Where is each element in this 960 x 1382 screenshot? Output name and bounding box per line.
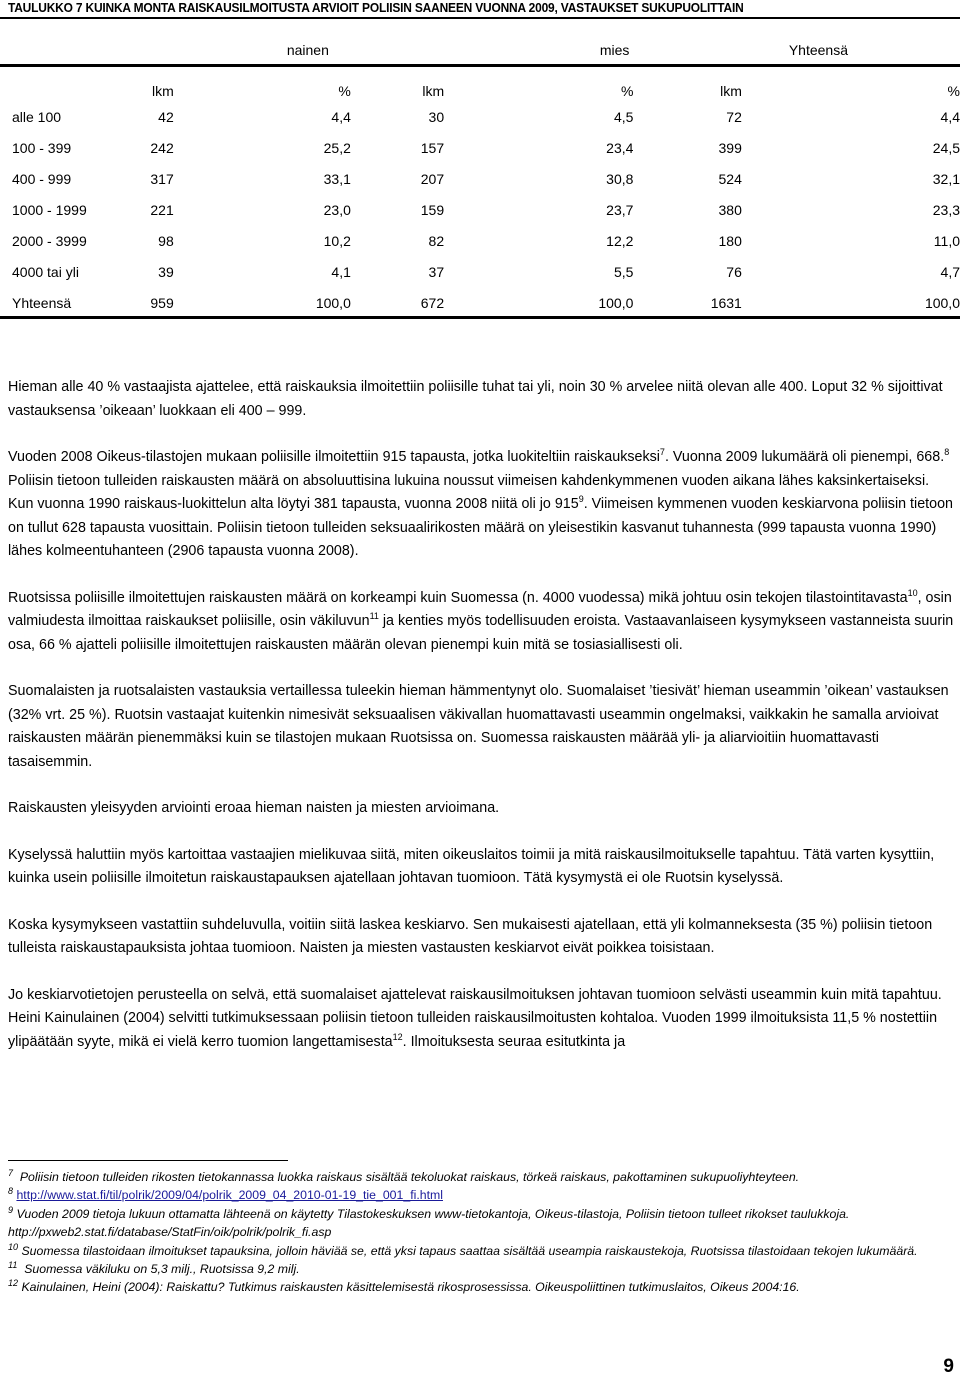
- paragraph: Hieman alle 40 % vastaajista ajattelee, että raiskauksia ilmoitettiin poliisille tuhat tai yli, noin 30 % arvelee niitä olevan alle 400. Loput 32 % sijoittivat vastauksensa ’oikeaan’ luokkaan eli 400 – 999.: [8, 379, 943, 419]
- table-cell: 959: [150, 294, 174, 311]
- table-cell: 5,5: [613, 263, 634, 280]
- table-row: [0, 101, 960, 132]
- table-cell: 82: [428, 232, 445, 249]
- title-rule: [0, 17, 960, 19]
- footnote-rule: [8, 1160, 288, 1161]
- table-cell: 37: [428, 263, 445, 280]
- table-cell: 23,0: [323, 201, 351, 218]
- group-header: nainen: [286, 41, 329, 58]
- table-cell: 32,1: [932, 170, 960, 187]
- table-cell: 76: [726, 263, 742, 280]
- table-cell: 42: [158, 108, 174, 125]
- table-cell: 157: [420, 139, 445, 156]
- table-cell: 100,0: [315, 294, 351, 311]
- table-cell: 180: [718, 232, 742, 249]
- footnotes: [8, 1168, 948, 1297]
- footnote-ref[interactable]: 11: [369, 611, 379, 622]
- table-cell: 399: [718, 139, 742, 156]
- table-cell: 12,2: [606, 232, 634, 249]
- table-row: [0, 256, 960, 287]
- table-cell: 159: [420, 201, 445, 218]
- paragraph: Raiskausten yleisyyden arviointi eroaa hieman naisten ja miesten arvioimana.: [8, 800, 500, 816]
- table-cell: 317: [150, 170, 174, 187]
- table-cell: 207: [420, 170, 445, 187]
- column-header: %: [947, 83, 960, 99]
- group-header: mies: [599, 41, 630, 58]
- row-label: 1000 - 1999: [12, 201, 87, 218]
- group-header: Yhteensä: [788, 41, 848, 58]
- table-title: TAULUKKO 7 KUINKA MONTA RAISKAUSILMOITUSTA ARVIOIT POLIISIN SAANEEN VUONNA 2009, VASTAUKSET SUKUPUOLITTAIN: [8, 0, 744, 15]
- footnote-ref[interactable]: 7: [659, 447, 665, 458]
- paragraph: Kyselyssä haluttiin myös kartoittaa vastaajien mielikuvaa siitä, miten oikeuslaitos toimii ja mitä raiskausilmoitukselle tapahtuu. Tätä varten kysyttiin, kuinka usein poliisille ilmoitetun raiskaustapauksen ajatellaan johtavan tuomioon. Tätä kysymystä ei ole Ruotsin kyselyssä.: [8, 846, 935, 886]
- row-label: 400 - 999: [12, 170, 72, 187]
- footnote-ref[interactable]: 9: [578, 494, 584, 505]
- footnote: $^{10}$ Suomessa tilastoidaan ilmoitukset tapauksina, jolloin häviää se, että yksi tapaus saattaa sisältää useampia raiskaustekoja, Ruotsissa tilastoidaan tekojen lukumäärä.: [8, 1241, 918, 1258]
- table-cell: 30: [428, 108, 445, 125]
- table-cell: 221: [150, 201, 174, 218]
- table-row: [0, 163, 960, 194]
- table-cell: 4,7: [940, 263, 960, 280]
- paragraph: Ruotsissa poliisille ilmoitettujen raiskausten määrä on korkeampi kuin Suomessa (n. 4000 vuodessa) mikä johtuu osin tekojen tilastointitavasta$^{10}$, osin valmiudesta ilmoittaa raiskaukset poliisille, osin väkiluvun$^{11}$ ja kenties myös todellisuuden eroista. Vastaavanlaiseen kysymykseen vastanneista suurin osa, 66 % ajatteli poliisille ilmoitettujen raiskausten määrän olevan pienempi kuin mitä se tosiasiallisesti oli.: [8, 587, 954, 653]
- table-cell: 24,5: [932, 139, 960, 156]
- column-header: %: [620, 83, 634, 99]
- paragraph: Koska kysymykseen vastattiin suhdeluvulla, voitiin siitä laskea keskiarvo. Sen mukaisesti ajatellaan, että yli kolmanneksesta (35 %) poliisin tietoon tulleista raiskaustapauksista johtaa tuomioon. Naisten ja miesten vastausten keskiarvot eivät poikkea toisistaan.: [8, 916, 933, 956]
- table-cell: 4,5: [613, 108, 634, 125]
- footnote: $^7$ Poliisin tietoon tulleiden rikosten tietokannassa luokka raiskaus sisältää tekoluokat raiskaus, törkeä raiskaus, pakottaminen sukupuoliyhteyteen.: [8, 1167, 800, 1184]
- table-cell: 100,0: [598, 294, 634, 311]
- table-row: [0, 225, 960, 256]
- table-cell: 380: [718, 201, 742, 218]
- table-cell: 39: [158, 263, 174, 280]
- paragraph: Jo keskiarvotietojen perusteella on selvä, että suomalaiset ajattelevat raiskausilmoituksen johtavan tuomioon selvästi useammin kuin mitä tapahtuu. Heini Kainulainen (2004) selvitti tutkimuksessaan poliisin tietoon tulleiden raiskausilmoitusten kohtaloa. Vuoden 1999 ilmoituksista 11,5 % nostettiin ylipäätään syyte, mikä ei vielä kerro tuomion langettamisesta$^{12}$. Ilmoituksesta seuraa esitutkinta ja: [8, 986, 942, 1050]
- subheader-row: [0, 63, 960, 101]
- table-cell: 524: [718, 170, 742, 187]
- table-cell: 72: [726, 108, 742, 125]
- table-cell: 11,0: [933, 232, 960, 249]
- column-header: lkm: [151, 83, 174, 99]
- stats-table: [0, 36, 960, 318]
- table-row: [0, 194, 960, 225]
- row-label: 100 - 399: [12, 139, 72, 156]
- row-label: 2000 - 3999: [12, 232, 87, 249]
- table-cell: 30,8: [606, 170, 634, 187]
- row-label: alle 100: [12, 108, 62, 125]
- footnote: $^{11}$ Suomessa väkiluku on 5,3 milj., Ruotsissa 9,2 milj.: [8, 1259, 300, 1277]
- group-header-row: [0, 36, 960, 63]
- table-row: [0, 287, 960, 318]
- table-cell: 4,1: [331, 263, 351, 280]
- table-cell: 1631: [710, 294, 742, 311]
- table-cell: 23,4: [606, 139, 634, 156]
- table-row: [0, 132, 960, 163]
- table-cell: 4,4: [940, 108, 960, 125]
- footnote: $^9$ Vuoden 2009 tietoja lukuun ottamatta lähteenä on käytetty Tilastokeskuksen www-tietokantoja, Oikeus-tilastoja, Poliisin tietoon tulleet rikokset taulukkoja. http://pxweb2.stat.fi/database/StatFin/oik/polrik/polrik_fi.asp: [8, 1204, 850, 1240]
- table-cell: 4,4: [331, 108, 351, 125]
- footnote: $^8$ http://www.stat.fi/til/polrik/2009/04/polrik_2009_04_2010-01-19_tie_001_fi.html: [8, 1186, 443, 1203]
- table-cell: 672: [420, 294, 445, 311]
- row-label: Yhteensä: [12, 294, 72, 311]
- footnote: $^{12}$ Kainulainen, Heini (2004): Raiskattu? Tutkimus raiskausten käsittelemisestä rikosprosessissa. Oikeuspoliittinen tutkimuslaitos, Oikeus 2004:16.: [8, 1278, 800, 1295]
- footnote-ref[interactable]: 10: [907, 587, 918, 598]
- table-bottom-rule: [0, 316, 960, 319]
- table-cell: 98: [158, 232, 174, 249]
- paragraph: Suomalaisten ja ruotsalaisten vastauksia vertaillessa tuleekin hieman hämmentynyt olo. Suomalaiset ’tiesivät’ hieman useammin ’oikean’ vastauksen (32% vrt. 25 %). Ruotsin vastaajat kuitenkin nimesivät seksuaalisen väkivallan huomattavasti useammin ongelmaksi, vaikkakin he samalla arvioivat raiskausten määrän pienemmäksi kuin se tilastojen mukaan Ruotsissa on. Suomessa raiskausten määrää yli- ja aliarvioitiin huomattavasti tasaisemmin.: [8, 683, 949, 770]
- column-header: %: [338, 83, 351, 99]
- table-top-rule: [0, 64, 960, 67]
- column-header: lkm: [720, 83, 742, 99]
- row-label: 4000 tai yli: [12, 263, 79, 280]
- table-cell: 10,2: [323, 232, 351, 249]
- footnote-link[interactable]: http://www.stat.fi/til/polrik/2009/04/polrik_2009_04_2010-01-19_tie_001_fi.html: [16, 1188, 443, 1203]
- table-cell: 23,7: [606, 201, 634, 218]
- table-cell: 23,3: [932, 201, 960, 218]
- table-cell: 100,0: [924, 294, 960, 311]
- table-cell: 242: [150, 139, 174, 156]
- footnote-ref[interactable]: 8: [944, 447, 950, 458]
- body-text: [8, 376, 954, 1077]
- footnote-ref[interactable]: 12: [392, 1031, 403, 1042]
- table-cell: 33,1: [323, 170, 351, 187]
- column-header: lkm: [422, 83, 445, 99]
- page-number: 9: [943, 1356, 954, 1377]
- table-cell: 25,2: [323, 139, 351, 156]
- paragraph: Vuoden 2008 Oikeus-tilastojen mukaan poliisille ilmoitettiin 915 tapausta, jotka luokiteltiin raiskaukseksi$^7$. Vuonna 2009 lukumäärä oli pienempi, 668.$^8$ Poliisin tietoon tulleiden raiskausten määrä on absoluuttisina lukuina noussut viimeisen kahdenkymmenen vuoden aikana lähes kaksinkertaiseksi. Kun vuonna 1990 raiskaus-luokittelun alta löytyi 381 tapausta, vuonna 2008 niitä oli jo $915^9$. Viimeisen kymmenen vuoden keskiarvona poliisin tietoon on tullut 628 tapausta vuosittain. Poliisin tietoon tulleiden seksuaalirikosten määrä on yleisestikin kasvanut tuhannesta (999 tapausta vuonna 1990) lähes kolmeentuhanteen (2906 tapausta vuonna 2008).: [8, 447, 953, 559]
